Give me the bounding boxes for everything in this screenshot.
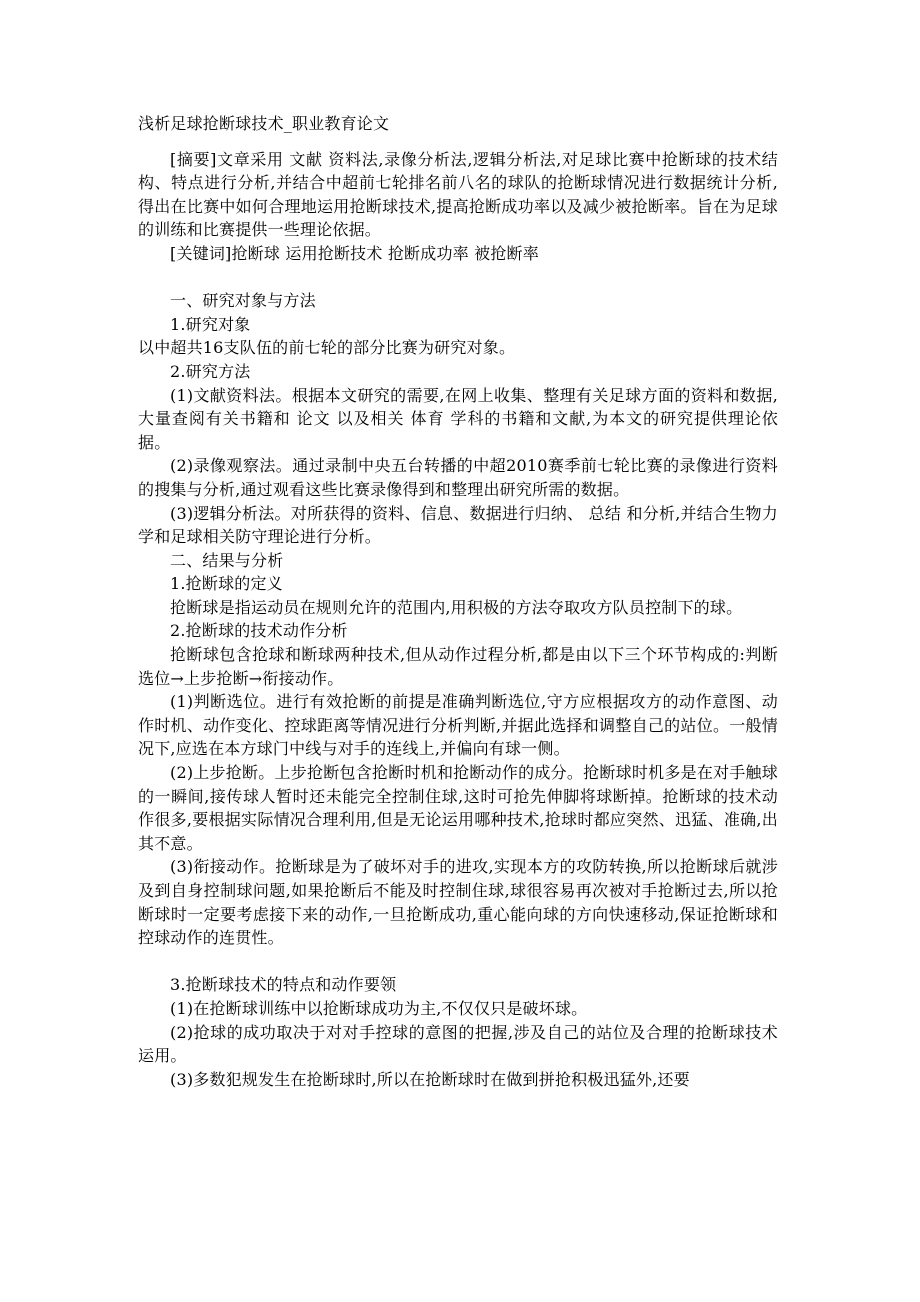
section2-sub3-heading: 3.抢断球技术的特点和动作要领 xyxy=(170,975,397,995)
section2-heading: 二、结果与分析 xyxy=(170,550,284,570)
section2-sub1-heading: 1.抢断球的定义 xyxy=(170,574,283,594)
keywords-line: [关键词]抢断球 运用抢断技术 抢断成功率 被抢断率 xyxy=(170,243,539,263)
document-page xyxy=(138,112,778,1091)
method-literature: (1)文献资料法。根据本文研究的需要,在网上收集、整理有关足球方面的资料和数据,大量查阅有关书籍和 论文 以及相关 体育 学科的书籍和文献,为本文的研究提供理论依据。 xyxy=(138,385,778,452)
method-video: (2)录像观察法。通过录制中央五台转播的中超2010赛季前七轮比赛的录像进行资料的搜集与分析,通过观看这些比赛录像得到和整理出研究所需的数据。 xyxy=(138,456,778,499)
method-logic: (3)逻辑分析法。对所获得的资料、信息、数据进行归纳、 总结 和分析,并结合生物力学和足球相关防守理论进行分析。 xyxy=(138,503,778,547)
section2-sub2-text: 抢断球包含抢球和断球两种技术,但从动作过程分析,都是由以下三个环节构成的:判断选位→上步抢断→衔接动作。 xyxy=(138,645,778,688)
abstract-paragraph: [摘要]文章采用 文献 资料法,录像分析法,逻辑分析法,对足球比赛中抢断球的技术结构、特点进行分析,并结合中超前七轮排名前八名的球队的抢断球情况进行数据统计分析,得出在比赛中如何合理地运用抢断球技术,提高抢断成功率以及减少被抢断率。旨在为足球的训练和比赛提供一些理论依据。 xyxy=(138,149,778,240)
spacer xyxy=(138,950,778,974)
point-3: (3)多数犯规发生在抢断球时,所以在抢断球时在做到拼抢积极迅猛外,还要 xyxy=(170,1069,690,1089)
section1-sub1-text: 以中超共16支队伍的前七轮的部分比赛为研究对象。 xyxy=(138,338,516,358)
section2-sub2-heading: 2.抢断球的技术动作分析 xyxy=(170,621,348,641)
step-judge-position: (1)判断选位。进行有效抢断的前提是准确判断选位,守方应根据攻方的动作意图、动作时机、动作变化、控球距离等情况进行分析判断,并据此选择和调整自己的站位。一般情况下,应选在本方球门中线与对手的连线上,并偏向有球一侧。 xyxy=(138,692,778,759)
point-1: (1)在抢断球训练中以抢断球成功为主,不仅仅只是破坏球。 xyxy=(170,998,588,1018)
section1-heading: 一、研究对象与方法 xyxy=(170,291,316,311)
section2-sub1-text: 抢断球是指运动员在规则允许的范围内,用积极的方法夺取攻方队员控制下的球。 xyxy=(170,597,743,617)
section1-sub1-heading: 1.研究对象 xyxy=(170,314,251,334)
step-step-up-tackle: (2)上步抢断。上步抢断包含抢断时机和抢断动作的成分。抢断球时机多是在对手触球的一瞬间,接传球人暂时还未能完全控制住球,这时可抢先伸脚将球断掉。抢断球的技术动作很多,要根据实际情况合理利用,但是无论运用哪种技术,抢球时都应突然、迅猛、准确,出其不意。 xyxy=(138,763,778,853)
point-2: (2)抢球的成功取决于对对手控球的意图的把握,涉及自己的站位及合理的抢断球技术运用。 xyxy=(138,1022,778,1066)
step-follow-up: (3)衔接动作。抢断球是为了破坏对手的进攻,实现本方的攻防转换,所以抢断球后就涉及到自身控制球问题,如果抢断后不能及时控制住球,球很容易再次被对手抢断过去,所以抢断球时一定要考虑接下来的动作,一旦抢断成功,重心能向球的方向快速移动,保证抢断球和控球动作的连贯性。 xyxy=(138,857,778,948)
spacer xyxy=(138,266,778,290)
section1-sub2-heading: 2.研究方法 xyxy=(170,361,251,381)
document-title: 浅析足球抢断球技术_职业教育论文 xyxy=(138,114,390,133)
